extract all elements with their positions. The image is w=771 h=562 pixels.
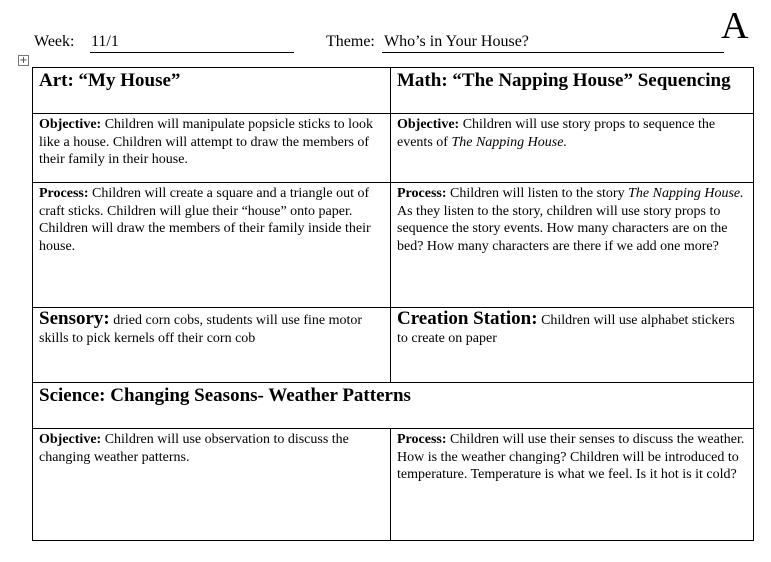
art-objective-label: Objective: xyxy=(39,117,102,132)
math-objective-book-title: The Napping House. xyxy=(451,134,567,150)
table-row xyxy=(33,383,754,429)
grade-letter: A xyxy=(721,5,749,47)
math-heading: Math: “The Napping House” Sequencing xyxy=(391,68,754,114)
theme-label: Theme: xyxy=(326,33,375,50)
art-heading: Art: “My House” xyxy=(33,68,391,114)
table-row xyxy=(33,114,754,183)
sensory-cell[interactable] xyxy=(33,308,391,383)
creation-station-text: Children will use alphabet stickers to create on paper xyxy=(397,313,735,346)
theme-field[interactable]: Who’s in Your House? xyxy=(382,33,724,53)
math-objective-cell[interactable] xyxy=(391,114,754,183)
table-move-handle-icon[interactable]: + xyxy=(19,55,28,66)
art-process-label: Process: xyxy=(39,186,89,201)
sensory-text: dried corn cobs, students will use fine motor skills to pick kernels off their corn cob xyxy=(39,313,363,346)
math-process-book-title: The Napping House. xyxy=(628,186,744,201)
document-header xyxy=(0,0,771,60)
math-objective-text: Children will use story props to sequence the events of xyxy=(397,117,716,150)
sensory-label: Sensory: xyxy=(39,308,110,329)
science-process-label: Process: xyxy=(397,432,447,447)
table-row xyxy=(33,68,754,114)
table-row xyxy=(33,429,754,541)
science-objective-text: Children will use observation to discuss the changing weather patterns. xyxy=(39,432,349,465)
science-objective-cell[interactable] xyxy=(33,429,391,541)
art-objective-cell[interactable] xyxy=(33,114,391,183)
math-process-label: Process: xyxy=(397,186,447,201)
lesson-plan-table xyxy=(32,67,754,541)
science-process-cell[interactable] xyxy=(391,429,754,541)
math-process-text-cont: As they listen to the story, children will use story props to sequence the story events. How many characters are on the bed? How many characters are there if we add one more? xyxy=(397,203,728,254)
science-heading: Science: Changing Seasons- Weather Patterns xyxy=(33,383,754,429)
math-objective-label: Objective: xyxy=(397,117,460,132)
week-label: Week: xyxy=(34,33,75,50)
science-process-text: Children will use their senses to discuss the weather. How is the weather changing? Children will be introduced to temperature. Temperature is what we feel. Is it hot is it cold? xyxy=(397,432,745,482)
week-field[interactable]: 11/1 xyxy=(90,33,294,53)
art-objective-text: Children will manipulate popsicle sticks to look like a house. Children will attempt to draw the members of their family in their house. xyxy=(39,117,373,167)
math-process-cell[interactable] xyxy=(391,183,754,308)
table-row xyxy=(33,183,754,308)
art-process-cell[interactable] xyxy=(33,183,391,308)
art-process-text: Children will create a square and a triangle out of craft sticks. Children will glue their “house” onto paper. Children will draw the members of their family inside their house. xyxy=(39,186,371,254)
creation-station-cell[interactable] xyxy=(391,308,754,383)
math-process-text: Children will listen to the story xyxy=(446,186,629,201)
creation-station-label: Creation Station: xyxy=(397,308,538,329)
science-objective-label: Objective: xyxy=(39,432,102,447)
table-row xyxy=(33,308,754,383)
